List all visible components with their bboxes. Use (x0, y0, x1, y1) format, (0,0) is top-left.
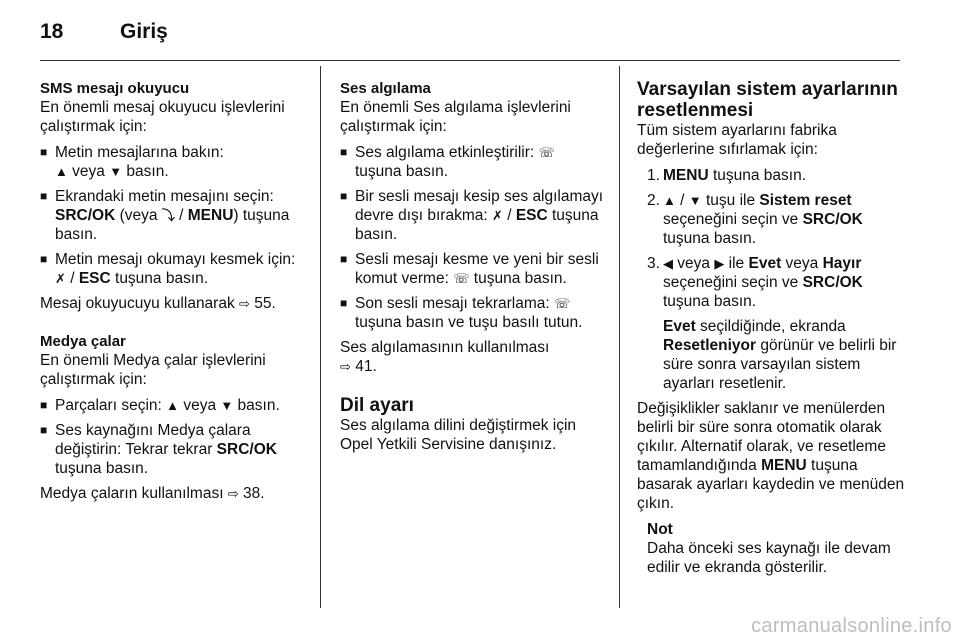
media-list (40, 396, 308, 478)
reset-step-1: 1. MENU tuşuna basın. (647, 167, 807, 184)
bullet-icon: ■ (340, 189, 348, 203)
back-icon: ✗ (491, 208, 503, 223)
media-heading: Medya çalar (40, 333, 126, 350)
watermark: carmanualsonline.info (751, 615, 952, 637)
reset-intro: Tüm sistem ayarlarını fabrika değerlerine sıfırlamak için: (637, 122, 837, 158)
voice-heading: Ses algılama (340, 80, 431, 97)
page-number: 18 (40, 20, 64, 43)
note-box (637, 520, 905, 577)
bullet-icon: ■ (40, 189, 48, 203)
reset-steps (637, 166, 905, 393)
page-title: Giriş (120, 20, 168, 43)
note-title: Not (647, 521, 673, 538)
media-reference: Medya çaların kullanılması ⇨ 38. (40, 485, 265, 502)
menu-key: MENU (663, 167, 709, 184)
voice-list (340, 143, 608, 332)
bullet-icon: ■ (40, 145, 48, 159)
voice-intro: En önemli Ses algılama işlevlerini çalıştırmak için: (340, 99, 571, 135)
bullet-icon: ■ (40, 398, 48, 412)
voice-bullet-4: ■ Son sesli mesajı tekrarlama: ☏ tuşuna basın ve tuşu basılı tutun. (340, 295, 583, 331)
column-1 (40, 79, 308, 510)
back-icon: ✗ (55, 271, 66, 286)
media-bullet-2: ■ Ses kaynağını Medya çalara değiştirin: Tekrar tekrar SRC/OK tuşuna basın. (40, 422, 277, 477)
column-divider-1 (320, 66, 321, 608)
column-divider-2 (619, 66, 620, 608)
language-heading: Dil ayarı (340, 395, 414, 416)
sms-list (40, 143, 308, 288)
reset-step-3-detail: Evet seçildiğinde, ekranda Resetleniyor görünür ve belirli bir süre sonra varsayılan sistem ayarları resetlenir. (663, 318, 897, 392)
page-ref-icon: ⇨ (239, 296, 250, 311)
src-ok-key: SRC/OK (216, 441, 277, 458)
src-ok-key: SRC/OK (55, 207, 116, 224)
media-bullet-1: ■ Parçaları seçin: ▲ veya ▼ basın. (40, 397, 280, 414)
esc-key: ESC (78, 270, 111, 287)
esc-key: ESC (515, 207, 548, 224)
reset-heading: Varsayılan sistem ayarlarının resetlenmesi (637, 79, 898, 121)
voice-bullet-3: ■ Sesli mesajı kesme ve yeni bir sesli komut verme: ☏ tuşuna basın. (340, 251, 599, 287)
enter-icon: ⤵ (161, 208, 175, 223)
language-text: Ses algılama dilini değiştirmek için Opel Yetkili Servisine danışınız. (340, 417, 577, 453)
page-ref-icon: ⇨ (227, 486, 239, 501)
column-2 (340, 79, 608, 461)
src-ok-key: SRC/OK (802, 211, 863, 228)
voice-icon: ☏ (453, 271, 470, 286)
arrow-down-icon: ▼ (220, 398, 234, 413)
evet-option: Evet (748, 255, 782, 272)
reset-step-3: 3. ◀ veya ▶ ile Evet veya Hayır seçeneğini seçin ve SRC/OK tuşuna basın. Evet seçildiğinde, ekranda Resetleniyor görünür ve belirli bir süre sonra varsayılan sistem ayarları resetlenir. (637, 254, 905, 393)
sms-reference: Mesaj okuyucuyu kullanarak ⇨ 55. (40, 295, 276, 312)
sms-intro: En önemli mesaj okuyucu işlevlerini çalıştırmak için: (40, 99, 285, 135)
arrow-up-icon: ▲ (663, 193, 676, 208)
arrow-down-icon: ▼ (688, 193, 702, 208)
arrow-up-icon: ▲ (166, 398, 180, 413)
src-ok-key: SRC/OK (802, 274, 863, 291)
arrow-right-icon: ▶ (714, 256, 725, 271)
voice-reference: Ses algılamasının kullanılması ⇨ 41. (340, 339, 550, 375)
arrow-down-icon: ▼ (109, 164, 123, 179)
menu-key: MENU (187, 207, 234, 224)
arrow-up-icon: ▲ (55, 164, 68, 179)
sms-bullet-1: ■ Metin mesajlarına bakın: ▲ veya ▼ basın. (40, 144, 224, 180)
bullet-icon: ■ (40, 423, 48, 437)
arrow-left-icon: ◀ (663, 256, 673, 271)
bullet-icon: ■ (40, 252, 48, 266)
sms-bullet-3: ■ Metin mesajı okumayı kesmek için: ✗ / ESC tuşuna basın. (40, 251, 296, 287)
bullet-icon: ■ (340, 252, 348, 266)
voice-bullet-1: ■ Ses algılama etkinleştirilir: ☏ tuşuna basın. (340, 144, 555, 180)
hayir-option: Hayır (822, 255, 862, 272)
column-3 (637, 79, 905, 577)
header-rule (40, 60, 900, 61)
voice-icon: ☏ (554, 296, 571, 311)
resetleniyor-status: Resetleniyor (663, 337, 757, 354)
bullet-icon: ■ (340, 145, 348, 159)
menu-key: MENU (761, 457, 807, 474)
after-reset-text: Değişiklikler saklanır ve menülerden belirli bir süre sonra otomatik olarak çıkılır. Alternatif olarak, ve resetleme tamamlandığında MENU tuşuna basarak ayarları kaydedin ve menüden çıkın. (637, 400, 905, 512)
media-intro: En önemli Medya çalar işlevlerini çalıştırmak için: (40, 352, 266, 388)
voice-bullet-2: ■ Bir sesli mesajı kesip ses algılamayı devre dışı bırakma: ✗ / ESC tuşuna basın. (340, 188, 604, 243)
note-text: Daha önceki ses kaynağı ile devam edilir ve ekranda gösterilir. (647, 540, 891, 576)
bullet-icon: ■ (340, 296, 348, 310)
page-ref-icon: ⇨ (340, 359, 351, 374)
reset-step-2: 2. ▲ / ▼ tuşu ile Sistem reset seçeneğini seçin ve SRC/OK tuşuna basın. (647, 192, 863, 247)
sms-bullet-2: ■ Ekrandaki metin mesajını seçin: SRC/OK (veya ⤵ / MENU) tuşuna basın. (40, 188, 290, 243)
sms-heading: SMS mesajı okuyucu (40, 80, 190, 97)
sistem-reset-option: Sistem reset (759, 192, 852, 209)
page-header (40, 20, 900, 56)
voice-icon: ☏ (538, 145, 555, 160)
